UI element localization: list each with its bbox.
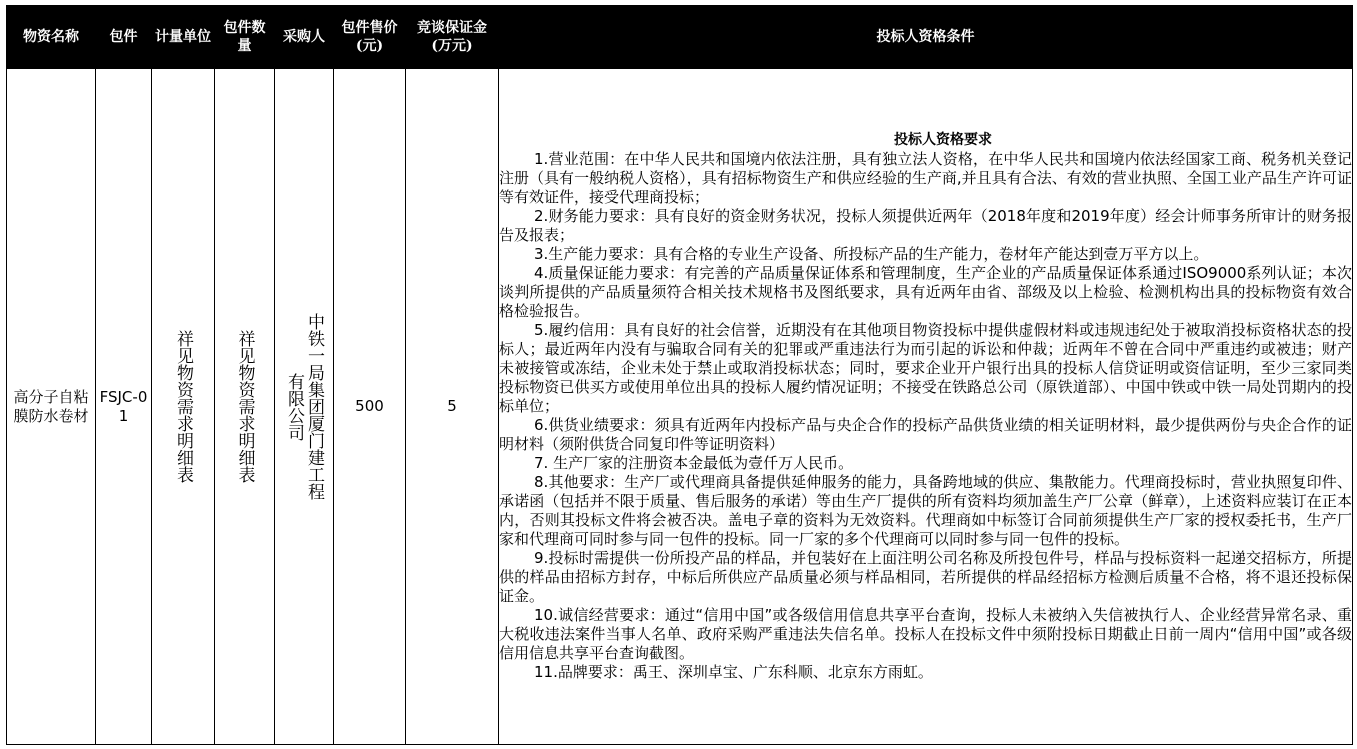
header-price: 包件售价(元) (334, 6, 406, 69)
top-strip (0, 0, 1357, 4)
qualification-item: 3.生产能力要求：具有合格的专业生产设备、所投标产品的生产能力，卷材年产能达到壹万平方以上。 (534, 245, 1209, 263)
header-item-name: 物资名称 (7, 6, 96, 69)
qualification-item: 11.品牌要求：禹王、深圳卓宝、广东科顺、北京东方雨虹。 (534, 663, 933, 681)
cell-package-qty-text: 祥见物资需求明细表 (234, 330, 255, 483)
qualification-item: 4.质量保证能力要求：有完善的产品质量保证体系和管理制度，生产企业的产品质量保证体系通过ISO9000系列认证；本次谈判所提供的产品质量须符合相关技术规格书及图纸要求，具有近两年由省、部级及以上检验、检测机构出具的投标物资有效合格检验报告。 (499, 264, 1352, 320)
qualification-item: 5.履约信用：具有良好的社会信誉，近期没有在其他项目物资投标中提供虚假材料或违规违纪处于被取消投标资格状态的投标人；最近两年内没有与骗取合同有关的犯罪或严重违法行为而引起的诉讼和仲裁；近两年不曾在合同中严重违约或被违；财产未被接管或冻结，企业未处于禁止或取消投标状态；同时，要求企业开户银行出具的投标人信贷证明或资信证明，至少三家同类投标物资已供买方或使用单位出具的投标人履约情况证明；不接受在铁路总公司（原铁道部）、中国中铁或中铁一局处罚期内的投标单位； (499, 321, 1352, 415)
cell-price: 500 (334, 69, 406, 745)
header-unit: 计量单位 (152, 6, 215, 69)
cell-package-qty (215, 69, 275, 745)
qualification-item: 7. 生产厂家的注册资本金最低为壹仟万人民币。 (534, 454, 854, 472)
cell-unit-text: 祥见物资需求明细表 (173, 330, 193, 483)
qualification-item: 9.投标时需提供一份所投产品的样品，并包装好在上面注明公司名称及所投包件号，样品与投标资料一起递交招标方，所提供的样品由招标方封存，中标后所供应产品质量必须与样品相同，若所提供的样品经招标方检测后质量不合格，将不退还投标保证金。 (499, 549, 1352, 605)
header-deposit: 竞谈保证金(万元) (406, 6, 499, 69)
cell-deposit: 5 (406, 69, 499, 745)
qualification-item: 6.供货业绩要求：须具有近两年内投标产品与央企合作的投标产品供货业绩的相关证明材料，最少提供两份与央企合作的证明材料（须附供货合同复印件等证明资料） (499, 416, 1352, 453)
qualification-item: 8.其他要求：生产厂或代理商具备提供延伸服务的能力，具备跨地域的供应、集散能力。代理商投标时，营业执照复印件、承诺函（包括并不限于质量、售后服务的承诺）等由生产厂提供的所有资料均须加盖生产厂公章（鲜章），上述资料应装订在正本内，否则其投标文件将会被否决。盖电子章的资料为无效资料。代理商如中标签订合同前须提供生产厂家的授权委托书，生产厂家和代理商可同时参与同一包件的投标。同一厂家的多个代理商可以同时参与同一包件的投标。 (499, 473, 1352, 548)
qualification-item: 2.财务能力要求：具有良好的资金财务状况，投标人须提供近两年（2018年度和2019年度）经会计师事务所审计的财务报告及报表； (499, 207, 1352, 244)
cell-purchaser-text: 中铁一局集团厦门建工程有限公司 (284, 313, 324, 500)
header-row (7, 6, 1353, 69)
qualification-item: 10.诚信经营要求：通过“信用中国”或各级信用信息共享平台查询，投标人未被纳入失信被执行人、企业经营异常名录、重大税收违法案件当事人名单、政府采购严重违法失信名单。投标人在投标文件中须附投标日期截止日前一周内“信用中国”或各级信用信息共享平台查询截图。 (499, 606, 1352, 662)
qualifications-heading: 投标人资格要求 (894, 132, 992, 148)
table-row (7, 69, 1353, 745)
cell-purchaser (275, 69, 334, 745)
qualification-item: 1.营业范围：在中华人民共和国境内依法注册，具有独立法人资格，在中华人民共和国境内依法经国家工商、税务机关登记注册（具有一般纳税人资格），具有招标物资生产和供应经验的生产商,并且具有合法、有效的营业执照、全国工业产品生产许可证等有效证件，接受代理商投标； (499, 150, 1352, 206)
procurement-table (6, 5, 1353, 745)
cell-package: FSJC-01 (96, 69, 152, 745)
header-purchaser: 采购人 (275, 6, 334, 69)
cell-item-name: 高分子自粘膜防水卷材 (7, 69, 96, 745)
header-package-qty: 包件数量 (215, 6, 275, 69)
cell-unit (152, 69, 215, 745)
header-qualifications: 投标人资格条件 (499, 6, 1353, 69)
cell-qualifications (499, 69, 1353, 745)
header-package: 包件 (96, 6, 152, 69)
